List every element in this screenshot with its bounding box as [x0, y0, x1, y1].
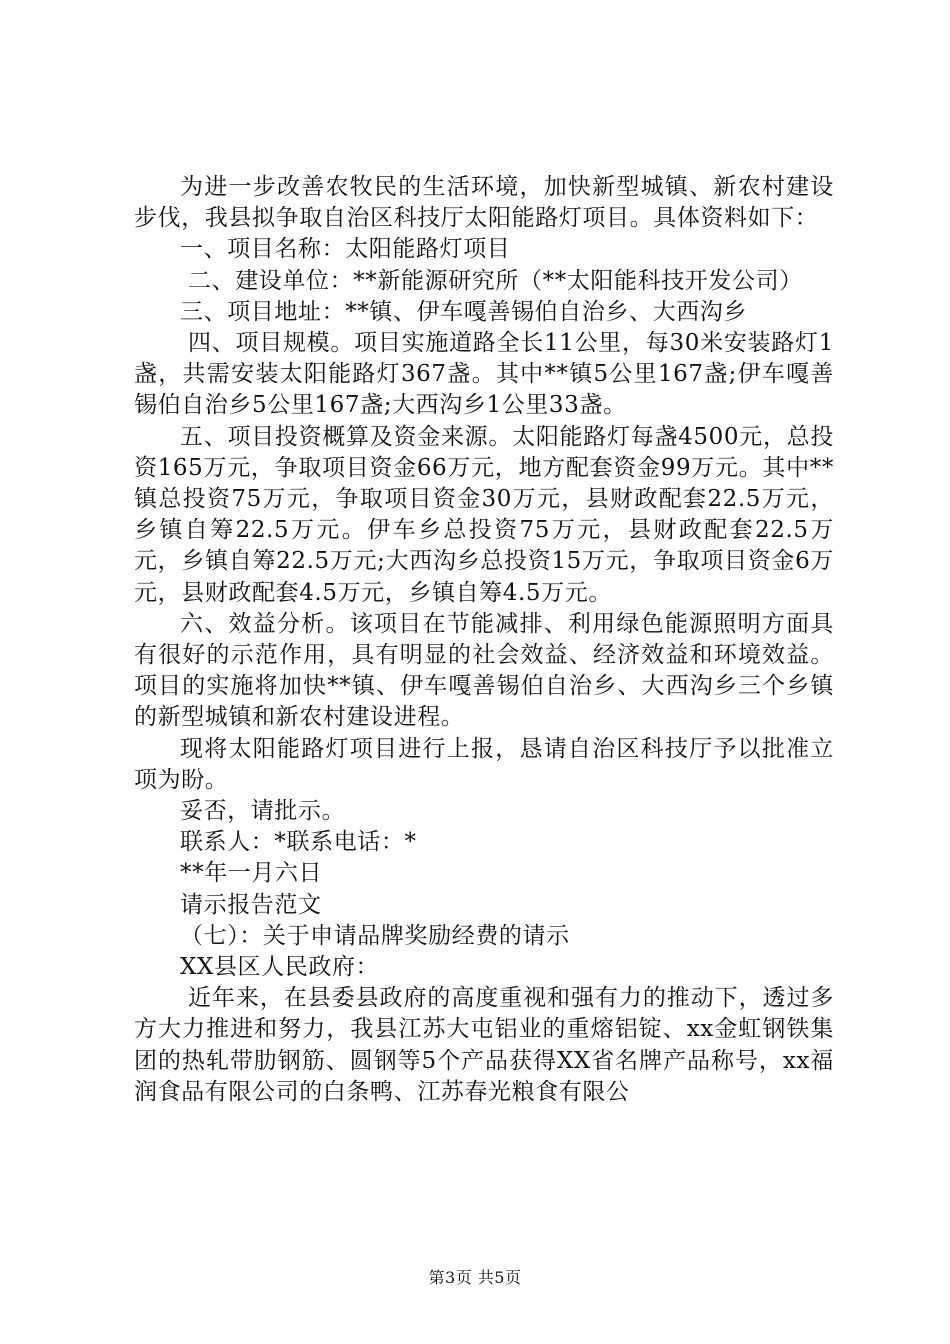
paragraph-project-name: 一、项目名称：太阳能路灯项目 [180, 236, 511, 263]
page-footer: 第3页 共5页 [428, 1268, 522, 1287]
paragraph-project-scale: 四、项目规模。项目实施道路全长11公里，每30米安装路灯1盏，共需安装太阳能路灯367盏。其中**镇5公里167盏;伊车嘎善锡伯自治乡5公里167盏;大西沟乡1公里33盏。 [134, 330, 834, 419]
paragraph-date: **年一月六日 [180, 860, 323, 887]
paragraph-construction-unit: 二、建设单位：**新能源研究所（**太阳能科技开发公司） [188, 267, 803, 294]
paragraph-addressee: XX县区人民政府： [180, 954, 380, 981]
paragraph-subtitle: （七）：关于申请品牌奖励经费的请示 [180, 922, 570, 949]
paragraph-intro: 为进一步改善农牧民的生活环境，加快新型城镇、新农村建设步伐，我县拟争取自治区科技厅太阳能路灯项目。具体资料如下： [134, 174, 834, 232]
paragraph-project-address: 三、项目地址：**镇、伊车嘎善锡伯自治乡、大西沟乡 [180, 298, 747, 325]
paragraph-approval: 妥否，请批示。 [180, 798, 346, 825]
document-body [134, 172, 834, 1108]
paragraph-request: 现将太阳能路灯项目进行上报，恳请自治区科技厅予以批准立项为盼。 [134, 735, 834, 793]
paragraph-contact: 联系人：*联系电话：* [180, 829, 417, 856]
paragraph-recent-years: 近年来，在县委县政府的高度重视和强有力的推动下，透过多方大力推进和努力，我县江苏大屯铝业的重熔铝锭、xx金虹钢铁集团的热轧带肋钢筋、圆钢等5个产品获得XX省名牌产品称号，xx福润食品有限公司的白条鸭、江苏春光粮食有限公 [134, 985, 834, 1105]
paragraph-section-title: 请示报告范文 [180, 891, 322, 918]
paragraph-investment: 五、项目投资概算及资金来源。太阳能路灯每盏4500元，总投资165万元，争取项目资金66万元，地方配套资金99万元。其中**镇总投资75万元，争取项目资金30万元，县财政配套22.5万元，乡镇自筹22.5万元。伊车乡总投资75万元，县财政配套22.5万元，乡镇自筹22.5万元;大西沟乡总投资15万元，争取项目资金6万元，县财政配套4.5万元，乡镇自筹4.5万元。 [134, 423, 834, 606]
paragraph-benefit-analysis: 六、效益分析。该项目在节能减排、利用绿色能源照明方面具有很好的示范作用，具有明显的社会效益、经济效益和环境效益。项目的实施将加快**镇、伊车嘎善锡伯自治乡、大西沟乡三个乡镇的新型城镇和新农村建设进程。 [134, 610, 834, 731]
